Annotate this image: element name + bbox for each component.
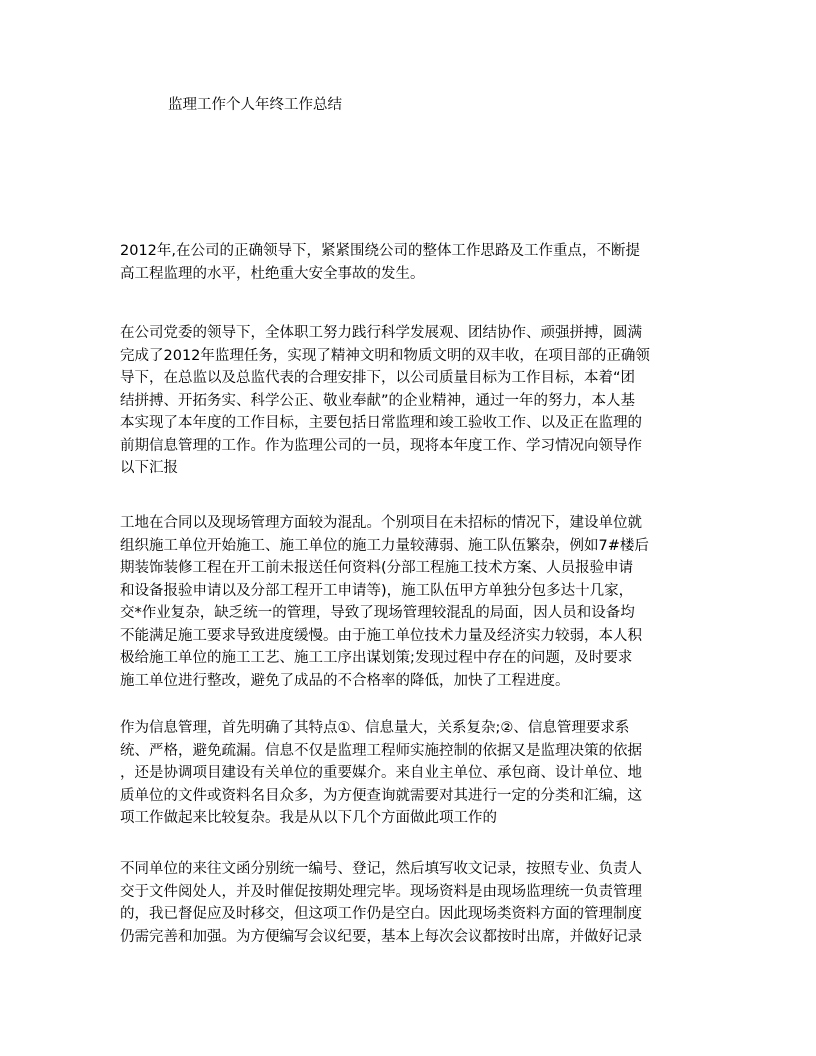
paragraph-line: 统、严格，避免疏漏。信息不仅是监理工程师实施控制的依据又是监理决策的依据 bbox=[120, 742, 642, 759]
paragraph-line: 以下汇报 bbox=[120, 460, 178, 476]
document-title: 监理工作个人年终工作总结 bbox=[168, 97, 342, 113]
paragraph-line: 的，我已督促应及时移交，但这项工作仍是空白。因此现场类资料方面的管理制度 bbox=[120, 906, 642, 922]
paragraph-intro bbox=[120, 240, 700, 285]
paragraph-line: 工地在合同以及现场管理方面较为混乱。个别项目在未招标的情况下，建设单位就 bbox=[120, 515, 642, 531]
paragraph-line: 2012年,在公司的正确领导下，紧紧围绕公司的整体工作思路及工作重点，不断提 bbox=[120, 243, 641, 259]
paragraph-information-management bbox=[120, 717, 700, 830]
paragraph-line: 交于文件阅处人，并及时催促按期处理完毕。现场资料是由现场监理统一负责管理 bbox=[120, 883, 642, 900]
paragraph-line: 期装饰装修工程在开工前未报送任何资料(分部工程施工技术方案、人员报验申请 bbox=[120, 560, 634, 576]
paragraph-line: 施工单位进行整改，避免了成品的不合格率的降低，加快了工程进度。 bbox=[120, 672, 570, 689]
paragraph-line: 仍需完善和加强。为方便编写会议纪要，基本上每次会议都按时出席，并做好记录 bbox=[120, 928, 642, 945]
paragraph-line: 结拼搏、开拓务实、科学公正、敬业奉献”的企业精神，通过一年的努力，本人基 bbox=[120, 392, 636, 409]
paragraph-line: 和设备报验申请以及分部工程开工申请等)，施工队伍甲方单独分包多达十几家， bbox=[120, 582, 634, 599]
paragraph-line: 项工作做起来比较复杂。我是从以下几个方面做此项工作的 bbox=[120, 810, 497, 826]
paragraph-line: ，还是协调项目建设有关单位的重要媒介。来自业主单位、承包商、设计单位、地 bbox=[120, 765, 642, 781]
paragraph-line: 交*作业复杂，缺乏统一的管理，导致了现场管理较混乱的局面，因人员和设备均 bbox=[120, 605, 635, 621]
paragraph-line: 在公司党委的领导下，全体职工努力践行科学发展观、团结协作、顽强拼搏，圆满 bbox=[120, 325, 642, 341]
paragraph-line: 本实现了本年度的工作目标，主要包括日常监理和竣工验收工作、以及正在监理的 bbox=[120, 415, 642, 431]
paragraph-line: 完成了2012年监理任务，实现了精神文明和物质文明的双丰收，在项目部的正确领 bbox=[120, 347, 650, 364]
paragraph-line: 作为信息管理，首先明确了其特点①、信息量大，关系复杂;②、信息管理要求系 bbox=[120, 720, 630, 736]
paragraph-line: 质单位的文件或资料名目众多，为方便查询就需要对其进行一定的分类和汇编，这 bbox=[120, 787, 642, 804]
paragraph-line: 不同单位的来往文函分别统一编号、登记，然后填写收文记录，按照专业、负责人 bbox=[120, 861, 642, 877]
paragraph-line: 高工程监理的水平，杜绝重大安全事故的发生。 bbox=[120, 265, 425, 282]
paragraph-line: 导下，在总监以及总监代表的合理安排下，以公司质量目标为工作目标，本着“团 bbox=[120, 370, 636, 386]
paragraph-document-handling bbox=[120, 858, 700, 948]
paragraph-site-management bbox=[120, 512, 700, 692]
paragraph-line: 组织施工单位开始施工、施工单位的施工力量较薄弱、施工队伍繁杂，例如7#楼后 bbox=[120, 537, 649, 554]
paragraph-line: 极给施工单位的施工工艺、施工工序出谋划策;发现过程中存在的问题，及时要求 bbox=[120, 650, 633, 666]
paragraph-summary bbox=[120, 322, 700, 480]
paragraph-line: 前期信息管理的工作。作为监理公司的一员，现将本年度工作、学习情况向领导作 bbox=[120, 437, 642, 454]
paragraph-line: 不能满足施工要求导致进度缓慢。由于施工单位技术力量及经济实力较弱，本人积 bbox=[120, 627, 642, 644]
